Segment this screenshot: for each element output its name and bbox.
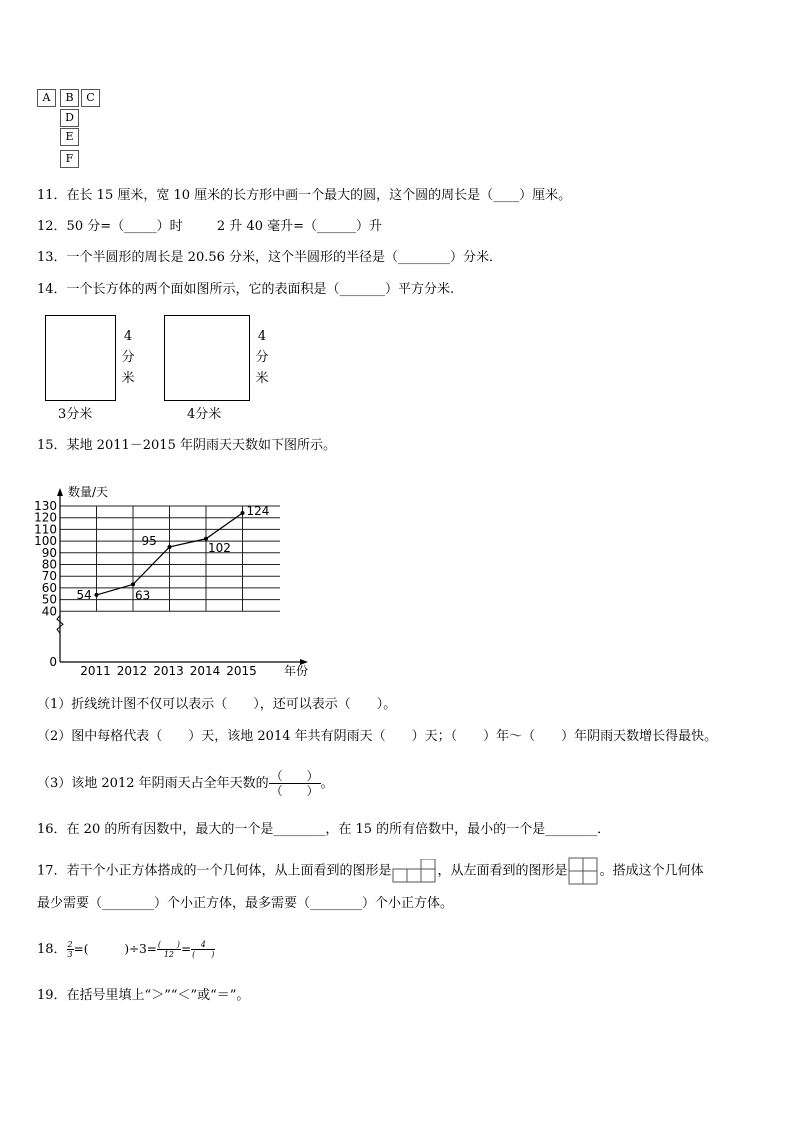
question-15: 15．某地 2011－2015 年阴雨天天数如下图所示。 (37, 438, 336, 453)
face-2-height-label: 4 分 米 (255, 329, 269, 386)
net-cell-a: A (37, 89, 56, 107)
x-tick-label: 2013 (153, 664, 184, 678)
question-18: 18． $\frac{2}{3}$ =( )÷3= $\frac{( )}{12}$ = $\frac{4}{( )}$ (37, 940, 215, 959)
y-axis-arrow (57, 488, 63, 496)
answer-fraction: $\frac{( )}{( )}$ (270, 769, 319, 798)
data-label: 102 (208, 540, 231, 555)
face-1-height-label: 4 分 米 (121, 329, 135, 386)
x-axis-label: 年份 (284, 664, 309, 678)
net-cell-c: C (81, 89, 100, 107)
top-view-figure (392, 859, 438, 883)
left-view-figure (568, 857, 600, 885)
question-12 (37, 219, 382, 235)
question-15-3: （3）该地 2012 年阴雨天占全年天数的 $\frac{( )}{( )}$ 。 (37, 769, 334, 798)
fraction-over-12: $\frac{( )}{12}$ (157, 940, 181, 959)
face-rectangle-1 (45, 315, 116, 401)
fraction-two-thirds: $\frac{2}{3}$ (67, 940, 73, 959)
y-tick-label: 60 (41, 580, 57, 595)
rainy-days-line-chart (30, 475, 320, 685)
fraction-four-over-blank: $\frac{4}{( )}$ (192, 940, 215, 959)
y-tick-label: 70 (41, 569, 57, 584)
data-label: 124 (246, 504, 270, 519)
data-label: 63 (135, 588, 151, 603)
question-12b: 2 升 40 毫升=（______）升 (216, 219, 382, 234)
question-14: 14．一个长方体的两个面如图所示，它的表面积是（_______）平方分米. (37, 282, 455, 297)
y-tick-label: 50 (41, 592, 57, 607)
net-cell-f: F (60, 150, 79, 168)
question-15-2: （2）图中每格代表（ ）天，该地 2014 年共有阴雨天（ ）天；（ ）年～（ ）年阴雨天数增长得最快。 (37, 729, 718, 744)
y-tick-label: 100 (34, 534, 57, 549)
question-17-line-2: 最少需要（________）个小正方体，最多需要（________）个小正方体。 (37, 896, 454, 911)
net-cell-e: E (60, 128, 79, 146)
x-tick-label: 2012 (116, 664, 148, 678)
net-cell-b: B (60, 89, 79, 107)
face-1-width-label: 3分米 (58, 407, 93, 422)
question-12a: 12．50 分=（_____）时 (37, 219, 183, 234)
data-point (131, 582, 135, 586)
y-tick-label: 0 (49, 655, 57, 669)
y-tick-label: 120 (34, 510, 57, 525)
x-tick-label: 2014 (189, 664, 221, 678)
question-11: 11．在长 15 厘米，宽 10 厘米的长方形中画一个最大的圆，这个圆的周长是（____）厘米。 (37, 188, 572, 203)
face-rectangle-2 (164, 315, 250, 401)
x-tick-label: 2015 (226, 664, 257, 678)
y-tick-label: 90 (41, 545, 57, 560)
y-tick-label: 40 (41, 604, 57, 619)
net-cell-d: D (60, 109, 79, 127)
y-tick-label: 80 (41, 557, 57, 572)
question-16: 16．在 20 的所有因数中，最大的一个是________，在 15 的所有倍数中，最小的一个是________． (37, 822, 611, 837)
y-tick-label: 110 (34, 522, 57, 537)
data-label: 95 (141, 533, 157, 548)
data-point (95, 593, 99, 597)
face-2-width-label: 4分米 (187, 407, 222, 422)
data-point (168, 545, 172, 549)
data-label: 54 (76, 587, 92, 602)
question-13: 13．一个半圆形的周长是 20.56 分米，这个半圆形的半径是（________）分米． (37, 250, 503, 265)
y-axis-label: 数量/天 (68, 485, 109, 499)
data-point (241, 511, 245, 515)
question-17: 17．若干个小正方体搭成的一个几何体，从上面看到的图形是 ，从左面看到的图形是 。搭成这个几何体 (37, 857, 704, 885)
y-tick-label: 130 (34, 499, 57, 513)
question-19: 19．在括号里填上“＞”“＜”或“＝”。 (37, 988, 250, 1003)
question-15-1: （1）折线统计图不仅可以表示（ ），还可以表示（ ）。 (37, 697, 397, 712)
x-tick-label: 2011 (80, 664, 111, 678)
